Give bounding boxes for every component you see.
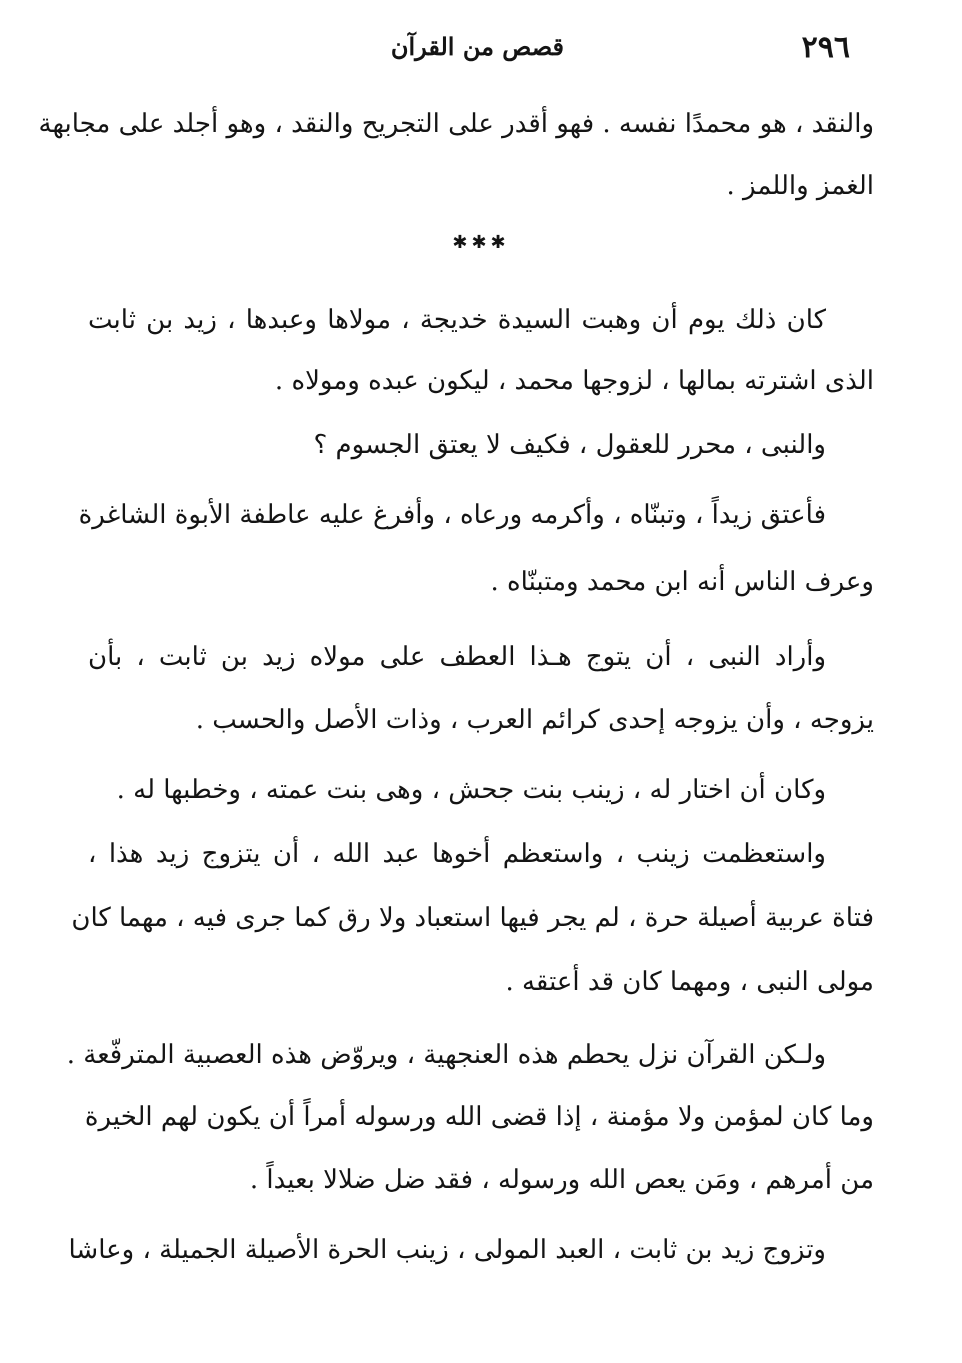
text-line: مولى النبى ، ومهما كان قد أعتقه . (505, 967, 874, 997)
text-line: من أمرهم ، ومَن يعص الله ورسوله ، فقد ضل ضلالا بعيداً . (249, 1165, 874, 1195)
text-line: وأراد النبى ، أن يتوج هـذا العطف على مولاه زيد بن ثابت ، بأن (88, 642, 826, 672)
running-title: قصص من القرآن (390, 32, 564, 61)
text-line: الغمز واللمز . (726, 171, 874, 201)
text-line: فتاة عربية أصيلة حرة ، لم يجر فيها استعباد ولا رق كما جرى فيه ، مهما كان (71, 903, 874, 933)
text-line: كان ذلك يوم أن وهبت السيدة خديجة ، مولاها وعبدها ، زيد بن ثابت (88, 305, 826, 335)
text-line: وكان أن اختار له ، زينب بنت جحش ، وهى بنت عمته ، وخطبها له . (116, 775, 826, 805)
page-number: ٢٩٦ (801, 30, 850, 65)
text-line: واستعظمت زينب ، واستعظم أخوها عبد الله ، أن يتزوج زيد هذا ، (88, 839, 826, 869)
text-line: ولـكن القرآن نزل يحطم هذه العنجهية ، ويروّض هذه العصبية المترفّعة . (66, 1040, 826, 1070)
text-line: والنبى ، محرر للعقول ، فكيف لا يعتق الجسوم ؟ (313, 430, 826, 460)
text-line: يزوجه ، وأن يزوجه إحدى كرائم العرب ، وذات الأصل والحسب . (195, 705, 874, 735)
text-line: والنقد ، هو محمدًا نفسه . فهو أقدر على التجريح والنقد ، وهو أجلد على مجابهة (38, 109, 874, 139)
text-line: الذى اشترته بمالها ، لزوجها محمد ، ليكون عبده ومولاه . (274, 366, 874, 396)
text-line: فأعتق زيداً ، وتبنّاه ، وأكرمه ورعاه ، وأفرغ عليه عاطفة الأبوة الشاغرة (78, 500, 826, 530)
section-separator: ✱✱✱ (452, 232, 510, 253)
text-line: وتزوج زيد بن ثابت ، العبد المولى ، زينب الحرة الأصيلة الجميلة ، وعاشا (68, 1235, 826, 1265)
text-line: وعرف الناس أنه ابن محمد ومتبنّاه . (490, 567, 874, 597)
text-line: وما كان لمؤمن ولا مؤمنة ، إذا قضى الله ورسوله أمراً أن يكون لهم الخيرة (84, 1102, 874, 1132)
page-header (90, 30, 872, 74)
